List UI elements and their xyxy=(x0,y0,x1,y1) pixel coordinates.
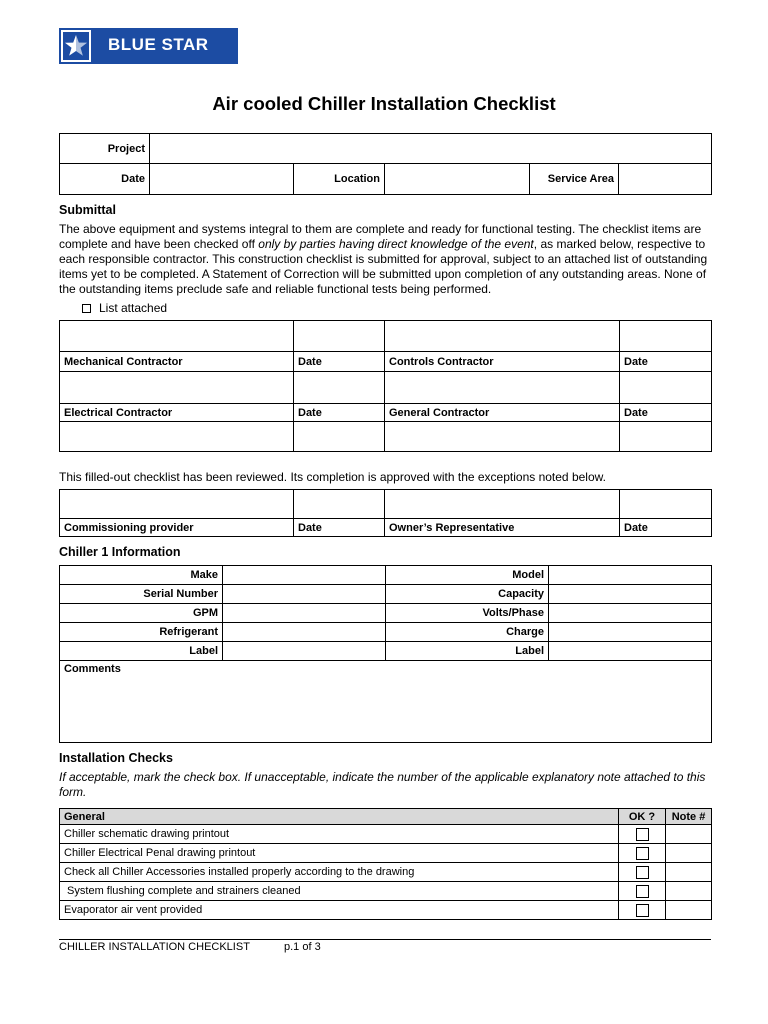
project-label: Project xyxy=(60,134,150,164)
blank-field[interactable] xyxy=(620,422,712,452)
refrigerant-label: Refrigerant xyxy=(60,623,223,642)
check-item: Evaporator air vent provided xyxy=(60,901,619,920)
date-label: Date xyxy=(294,519,385,537)
installation-checks-table xyxy=(59,808,712,920)
note-field[interactable] xyxy=(666,863,712,882)
list-attached-checkbox[interactable] xyxy=(82,304,91,313)
electrical-contractor-label: Electrical Contractor xyxy=(60,404,294,422)
note-field[interactable] xyxy=(666,825,712,844)
ok-cell xyxy=(619,901,666,920)
project-field[interactable] xyxy=(150,134,712,164)
make-label: Make xyxy=(60,566,223,585)
mechanical-date-field[interactable] xyxy=(294,321,385,352)
location-field[interactable] xyxy=(385,164,530,195)
volts-phase-label: Volts/Phase xyxy=(386,604,549,623)
ok-cell xyxy=(619,844,666,863)
electrical-sign-field[interactable] xyxy=(60,372,294,404)
ok-checkbox[interactable] xyxy=(636,866,649,879)
ok-checkbox[interactable] xyxy=(636,885,649,898)
service-area-label: Service Area xyxy=(530,164,619,195)
label-field[interactable] xyxy=(223,642,386,661)
commissioning-provider-label: Commissioning provider xyxy=(60,519,294,537)
note-field[interactable] xyxy=(666,844,712,863)
comments-field[interactable] xyxy=(60,661,712,743)
installation-checks-heading: Installation Checks xyxy=(59,751,173,765)
make-field[interactable] xyxy=(223,566,386,585)
date-label: Date xyxy=(620,404,712,422)
electrical-date-field[interactable] xyxy=(294,372,385,404)
installation-instruction: If acceptable, mark the check box. If unacceptable, indicate the number of the applicable explanatory note attached to this form. xyxy=(59,770,706,799)
date-label: Date xyxy=(620,519,712,537)
ok-cell xyxy=(619,863,666,882)
controls-sign-field[interactable] xyxy=(385,321,620,352)
ok-cell xyxy=(619,825,666,844)
star-icon xyxy=(61,30,91,62)
submittal-text: The above equipment and systems integral to them are complete and ready for functional testing. The checklist items are complete and have been checked off only by parties having direct knowledge of the event, as marked below, respective to each responsible contractor. This construction checklist is submitted for approval, subject to an attached list of outstanding items yet to be completed. A Statement of Correction will be submitted upon completion of any outstanding areas. None of the outstanding items preclude safe and reliable functional tests being performed. xyxy=(59,222,708,296)
label-field[interactable] xyxy=(549,642,712,661)
owner-date-field[interactable] xyxy=(620,490,712,519)
general-sign-field[interactable] xyxy=(385,372,620,404)
note-column-header: Note # xyxy=(666,809,712,825)
date-label: Date xyxy=(620,352,712,372)
serial-number-field[interactable] xyxy=(223,585,386,604)
footer-document-name: CHILLER INSTALLATION CHECKLIST xyxy=(59,941,250,953)
blue-star-logo xyxy=(59,28,238,64)
submittal-heading: Submittal xyxy=(59,203,116,217)
check-item: Check all Chiller Accessories installed properly according to the drawing xyxy=(60,863,619,882)
ok-checkbox[interactable] xyxy=(636,847,649,860)
date-field[interactable] xyxy=(150,164,294,195)
blank-field[interactable] xyxy=(385,422,620,452)
project-table xyxy=(59,133,712,195)
list-attached: List attached xyxy=(82,301,167,315)
commissioning-sign-field[interactable] xyxy=(60,490,294,519)
brand-name: BLUE STAR xyxy=(108,35,209,54)
check-item: System flushing complete and strainers cleaned xyxy=(60,882,619,901)
label-label: Label xyxy=(386,642,549,661)
model-field[interactable] xyxy=(549,566,712,585)
location-label: Location xyxy=(294,164,385,195)
chiller-info-table xyxy=(59,565,712,743)
charge-field[interactable] xyxy=(549,623,712,642)
volts-phase-field[interactable] xyxy=(549,604,712,623)
owner-sign-field[interactable] xyxy=(385,490,620,519)
serial-number-label: Serial Number xyxy=(60,585,223,604)
date-label: Date xyxy=(294,352,385,372)
check-item: Chiller Electrical Penal drawing printout xyxy=(60,844,619,863)
general-column-header: General xyxy=(60,809,619,825)
ok-cell xyxy=(619,882,666,901)
date-label: Date xyxy=(294,404,385,422)
note-field[interactable] xyxy=(666,901,712,920)
ok-column-header: OK ? xyxy=(619,809,666,825)
gpm-label: GPM xyxy=(60,604,223,623)
date-label: Date xyxy=(60,164,150,195)
blank-field[interactable] xyxy=(294,422,385,452)
note-field[interactable] xyxy=(666,882,712,901)
check-item: Chiller schematic drawing printout xyxy=(60,825,619,844)
capacity-field[interactable] xyxy=(549,585,712,604)
comments-label: Comments xyxy=(64,663,121,675)
contractors-table xyxy=(59,320,712,452)
ok-checkbox[interactable] xyxy=(636,904,649,917)
chiller-info-heading: Chiller 1 Information xyxy=(59,545,181,559)
mechanical-contractor-label: Mechanical Contractor xyxy=(60,352,294,372)
review-text: This filled-out checklist has been reviewed. Its completion is approved with the exceptions noted below. xyxy=(59,470,606,484)
blank-field[interactable] xyxy=(60,422,294,452)
approvals-table xyxy=(59,489,712,537)
ok-checkbox[interactable] xyxy=(636,828,649,841)
gpm-field[interactable] xyxy=(223,604,386,623)
general-contractor-label: General Contractor xyxy=(385,404,620,422)
footer-divider xyxy=(59,939,711,940)
controls-contractor-label: Controls Contractor xyxy=(385,352,620,372)
refrigerant-field[interactable] xyxy=(223,623,386,642)
mechanical-sign-field[interactable] xyxy=(60,321,294,352)
owner-representative-label: Owner’s Representative xyxy=(385,519,620,537)
footer-page-number: p.1 of 3 xyxy=(284,941,321,953)
commissioning-date-field[interactable] xyxy=(294,490,385,519)
service-area-field[interactable] xyxy=(619,164,712,195)
general-date-field[interactable] xyxy=(620,372,712,404)
model-label: Model xyxy=(386,566,549,585)
controls-date-field[interactable] xyxy=(620,321,712,352)
capacity-label: Capacity xyxy=(386,585,549,604)
page-title: Air cooled Chiller Installation Checklist xyxy=(212,93,556,114)
label-label: Label xyxy=(60,642,223,661)
charge-label: Charge xyxy=(386,623,549,642)
